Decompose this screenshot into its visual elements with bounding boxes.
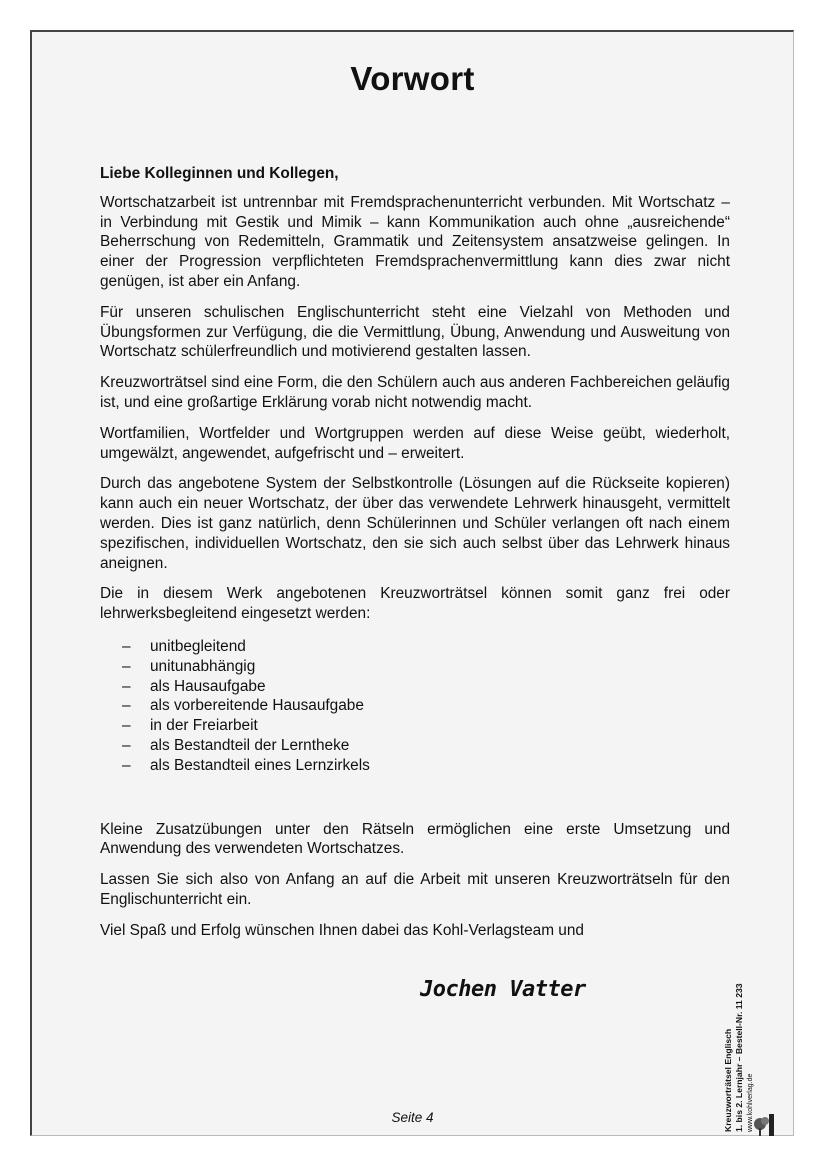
list-item: – als Bestandteil der Lerntheke	[122, 736, 350, 754]
publisher-sidebar	[723, 852, 794, 1132]
sidebar-line-1: Kreuzworträtsel Englisch	[723, 1028, 733, 1132]
document-page	[30, 30, 794, 1136]
list-item: – als vorbereitende Hausaufgabe	[122, 697, 364, 715]
page-title: Vorwort	[350, 60, 475, 97]
sidebar-text	[723, 852, 756, 1132]
paragraph: Kleine Zusatzübungen unter den Rätseln ermöglichen eine erste Umsetzung und Anwendung des verwendeten Wortschatzes.	[100, 820, 730, 858]
list-item: – als Bestandteil eines Lernzirkels	[122, 756, 370, 774]
list-item: – als Hausaufgabe	[122, 677, 266, 695]
usage-list	[100, 637, 730, 776]
dash-bullet: –	[122, 736, 131, 754]
list-item: – in der Freiarbeit	[122, 717, 258, 735]
dash-bullet: –	[122, 697, 131, 715]
paragraph: Wortschatzarbeit ist untrennbar mit Fremdsprachenunterricht verbunden. Mit Wortschatz – in Verbindung mit Gestik und Mimik – kann Kommunikation auch ohne „ausreichende“ Beherrschung von Redemitteln, Grammatik und Zeitensystem ansatzweise gelingen. In einer der Progression verpflichteten Fremdsprachenvermittlung kann dies zwar nicht genügen, ist aber ein Anfang.	[100, 193, 730, 290]
sidebar-line-2: 1. bis 2. Lernjahr – Bestell-Nr. 11 233	[734, 983, 744, 1132]
paragraph: Durch das angebotene System der Selbstkontrolle (Lösungen auf die Rückseite kopieren) kann auch ein neuer Wortschatz, der über das verwendete Lehrwerk hinausgeht, vermittelt werden. Dies ist ganz natürlich, denn Schülerinnen und Schüler verlangen oft nach einem spezifischen, individuellen Wortschatz, den sie sich auch selbst über das Lehrwerk hinaus aneignen.	[100, 475, 730, 572]
dash-bullet: –	[122, 756, 131, 774]
paragraph: Lassen Sie sich also von Anfang an auf die Arbeit mit unseren Kreuzworträtseln für den Englischunterricht ein.	[100, 871, 730, 908]
signature: Jochen Vatter	[420, 977, 586, 1002]
list-item: – unitbegleitend	[122, 637, 246, 655]
paragraph: Kreuzworträtsel sind eine Form, die den Schülern auch aus anderen Fachbereichen geläufig ist, und eine großartige Erklärung vorab nicht notwendig macht.	[100, 374, 730, 411]
page-number: Seite 4	[391, 1110, 434, 1125]
document-body	[100, 164, 730, 952]
paragraph: Viel Spaß und Erfolg wünschen Ihnen dabei das Kohl-Verlagsteam und	[100, 921, 584, 939]
dash-bullet: –	[122, 677, 131, 695]
dash-bullet: –	[122, 637, 131, 655]
paragraph: Die in diesem Werk angebotenen Kreuzworträtsel können somit ganz frei oder lehrwerksbegleitend eingesetzt werden:	[100, 585, 730, 623]
publisher-logo-icon	[750, 1112, 776, 1138]
salutation: Liebe Kolleginnen und Kollegen,	[100, 165, 339, 182]
dash-bullet: –	[122, 717, 131, 735]
closing-section	[100, 820, 730, 941]
paragraph: Für unseren schulischen Englischunterricht steht eine Vielzahl von Methoden und Übungsformen zur Verfügung, die die Vermittlung, Übung, Anwendung und Ausweitung von Wortschatz schülerfreundlich und motivierend gestalten lassen.	[100, 303, 730, 361]
paragraph: Wortfamilien, Wortfelder und Wortgruppen werden auf diese Weise geübt, wiederholt, umgewälzt, angewendet, aufgefrischt und – erweitert.	[100, 424, 730, 462]
dash-bullet: –	[122, 657, 131, 675]
publisher-url: www.kohlverlag.de	[747, 1073, 754, 1132]
list-item: – unitunabhängig	[122, 657, 256, 675]
